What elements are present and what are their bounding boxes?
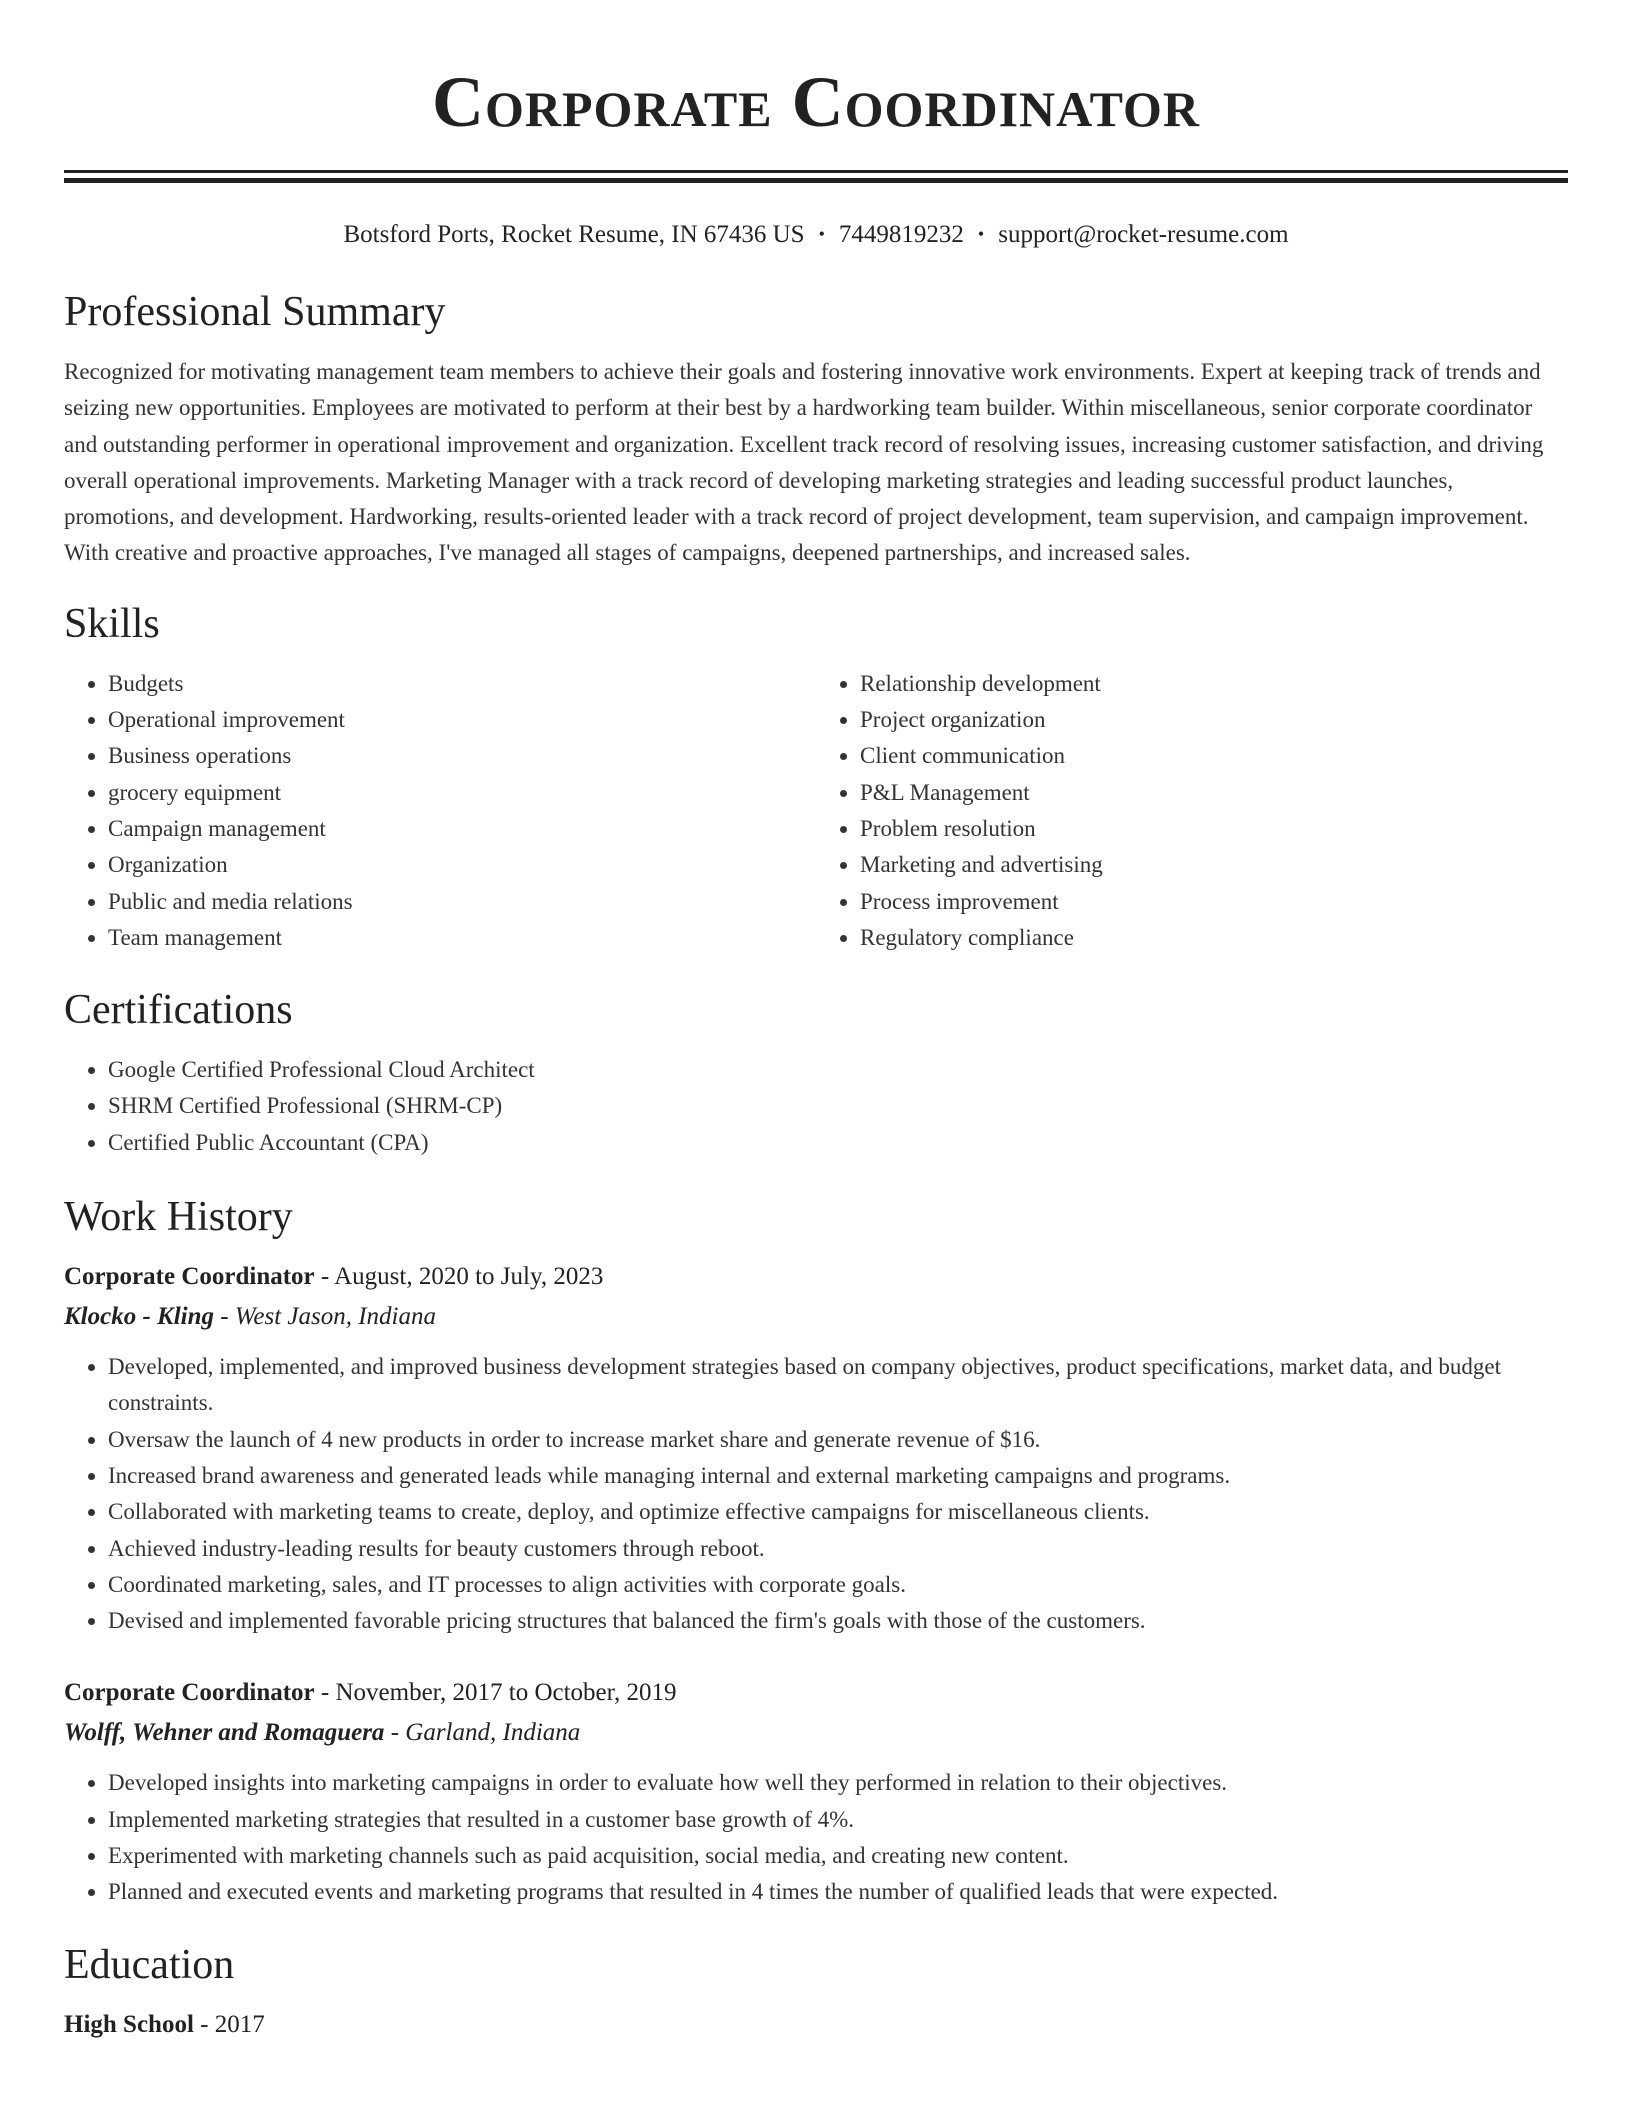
skill-item: • Business operations [108,738,816,774]
job-dates: - August, 2020 to July, 2023 [314,1263,604,1291]
skill-item: • Problem resolution [860,811,1568,847]
skill-item: • Public and media relations [108,884,816,920]
section-title-certifications: Certifications [64,987,293,1034]
contact-separator: • [977,224,985,244]
contact-email: support@rocket-resume.com [998,221,1289,248]
job-bullet: • Devised and implemented favorable pricing structures that balanced the firm's goals with those of the customers. [108,1603,1568,1639]
job-company: Wolff, Wehner and Romaguera [64,1719,385,1747]
section-title-work-history: Work History [64,1194,293,1241]
job-bullet: • Coordinated marketing, sales, and IT processes to align activities with corporate goals. [108,1567,1568,1603]
job-bullet: • Planned and executed events and marketing programs that resulted in 4 times the number of qualified leads that were expected. [108,1874,1568,1910]
section-title-skills: Skills [64,600,160,647]
job-role: Corporate Coordinator [64,1679,315,1707]
skill-item: • Marketing and advertising [860,847,1568,883]
certification-item: • SHRM Certified Professional (SHRM-CP) [108,1088,1568,1124]
job-bullet: • Developed, implemented, and improved business development strategies based on company objectives, product specifications, market data, and budget constraints. [108,1349,1568,1422]
contact-address: Botsford Ports, Rocket Resume, IN 67436 US [343,221,805,248]
contact-separator: • [818,224,825,244]
skill-item: • Regulatory compliance [860,920,1568,956]
section-title-summary: Professional Summary [64,289,446,335]
job-dates: - November, 2017 to October, 2019 [314,1679,677,1707]
job-bullet: • Oversaw the launch of 4 new products in order to increase market share and generate revenue of $16. [108,1422,1568,1458]
skill-item: • Campaign management [108,811,816,847]
job-heading [64,1677,1568,1709]
certification-item: • Certified Public Accountant (CPA) [108,1125,1568,1161]
job-bullets [64,1349,1568,1639]
skill-item: • Team management [108,920,816,956]
education-degree: High School [64,2010,194,2038]
job-location: - West Jason, Indiana [214,1303,436,1331]
contact-phone: 7449819232 [838,221,964,248]
summary-text: Recognized for motivating management team members to achieve their goals and fostering innovative work environments. Expert at keeping track of trends and seizing new opportunities. Employees are motivated to perform at their best by a hardworking team builder. Within miscellaneous, senior corporate coordinator and outstanding performer in operational improvement and organization. Excellent track record of resolving issues, increasing customer satisfaction, and driving overall operational improvements. Marketing Manager with a track record of developing marketing strategies and leading successful product launches, promotions, and development. Hardworking, results-oriented leader with a track record of project development, team supervision, and campaign improvement. With creative and proactive approaches, I've managed all stages of campaigns, deepened partnerships, and increased sales. [64,359,1544,566]
skill-item: • Project organization [860,702,1568,738]
skill-item: • P&L Management [860,775,1568,811]
header-rule-top [64,170,1568,173]
job-bullet: • Collaborated with marketing teams to create, deploy, and optimize effective campaigns for miscellaneous clients. [108,1494,1568,1530]
job-bullet: • Achieved industry-leading results for beauty customers through reboot. [108,1531,1568,1567]
job-bullet: • Increased brand awareness and generated leads while managing internal and external marketing campaigns and programs. [108,1458,1568,1494]
skills-column-left [64,666,816,956]
job-role: Corporate Coordinator [64,1263,315,1291]
job-employer [64,1301,1568,1333]
skill-item: • Organization [108,847,816,883]
contact-line [64,219,1568,250]
job-heading [64,1261,1568,1293]
header-rule-bottom [64,178,1568,183]
skill-item: • Process improvement [860,884,1568,920]
job-bullet: • Developed insights into marketing campaigns in order to evaluate how well they performed in relation to their objectives. [108,1765,1568,1801]
skills-column-right [816,666,1568,956]
job-bullet: • Experimented with marketing channels such as paid acquisition, social media, and creating new content. [108,1838,1568,1874]
skills-grid [64,666,1568,956]
education-year: - 2017 [193,2010,265,2038]
job-location: - Garland, Indiana [384,1719,581,1747]
job-bullets [64,1765,1568,1910]
certifications-list [64,1052,1568,1161]
skill-item: • Client communication [860,738,1568,774]
job-company: Klocko - Kling [64,1303,215,1331]
education-entry [64,2009,1568,2041]
skill-item: • Operational improvement [108,702,816,738]
certification-item: • Google Certified Professional Cloud Architect [108,1052,1568,1088]
skill-item: • Relationship development [860,666,1568,702]
section-title-education: Education [64,1941,235,1988]
job-bullet: • Implemented marketing strategies that resulted in a customer base growth of 4%. [108,1802,1568,1838]
skill-item: • grocery equipment [108,775,816,811]
resume-name: Corporate Coordinator [431,62,1201,142]
skill-item: • Budgets [108,666,816,702]
job-employer [64,1717,1568,1749]
